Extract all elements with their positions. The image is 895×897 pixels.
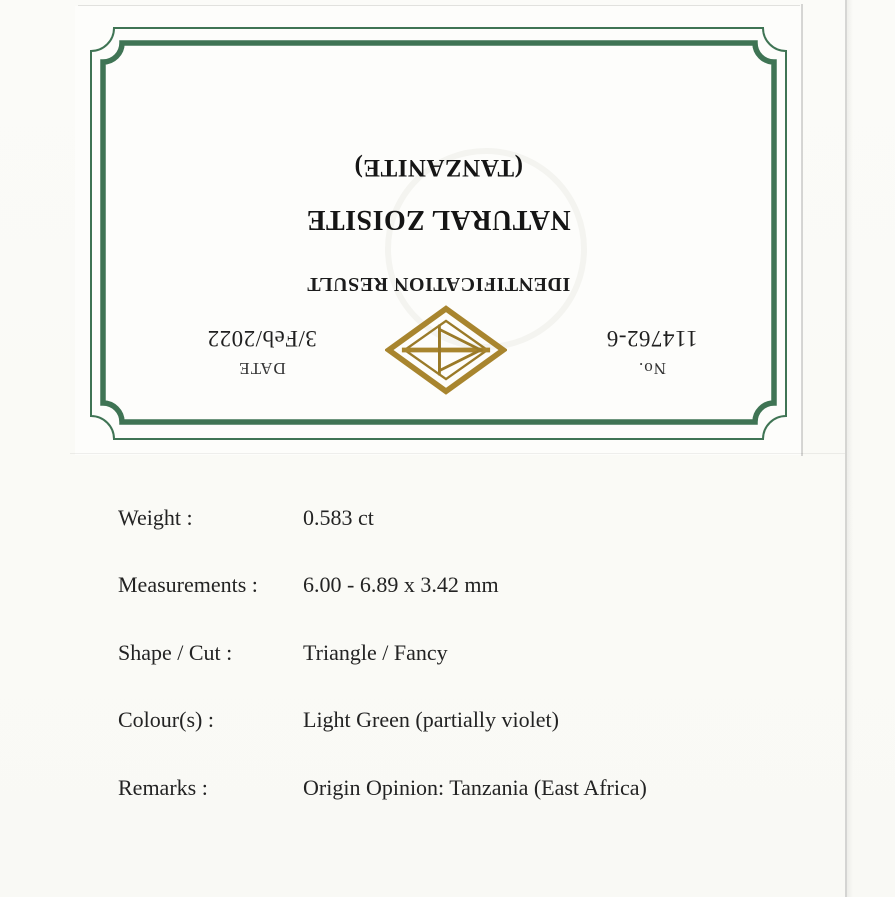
weight-value: 0.583 ct — [303, 505, 374, 530]
gem-name: NATURAL ZOISITE — [306, 204, 571, 235]
shape-cut-label: Shape / Cut : — [118, 640, 233, 665]
weight-label: Weight : — [118, 505, 193, 530]
certificate-title: IDENTIFICATION RESULT — [306, 273, 571, 295]
detail-row-remarks — [118, 775, 818, 801]
date-value: 3/Feb/2022 — [207, 326, 317, 351]
colour-label: Colour(s) : — [118, 707, 214, 732]
detail-row-measurements — [118, 572, 818, 598]
shape-cut-value: Triangle / Fancy — [303, 640, 448, 665]
detail-row-colour — [118, 707, 818, 733]
colour-value: Light Green (partially violet) — [303, 707, 559, 732]
detail-row-weight — [118, 505, 818, 531]
detail-row-shape-cut — [118, 640, 818, 666]
measurements-value: 6.00 - 6.89 x 3.42 mm — [303, 572, 499, 597]
number-label: No. — [637, 359, 667, 378]
measurements-label: Measurements : — [118, 572, 258, 597]
remarks-label: Remarks : — [118, 775, 208, 800]
number-value: 114762-6 — [606, 326, 698, 351]
gem-variety: (TANZANITE) — [354, 154, 523, 181]
date-label: DATE — [238, 359, 286, 378]
remarks-value: Origin Opinion: Tanzania (East Africa) — [303, 775, 647, 800]
